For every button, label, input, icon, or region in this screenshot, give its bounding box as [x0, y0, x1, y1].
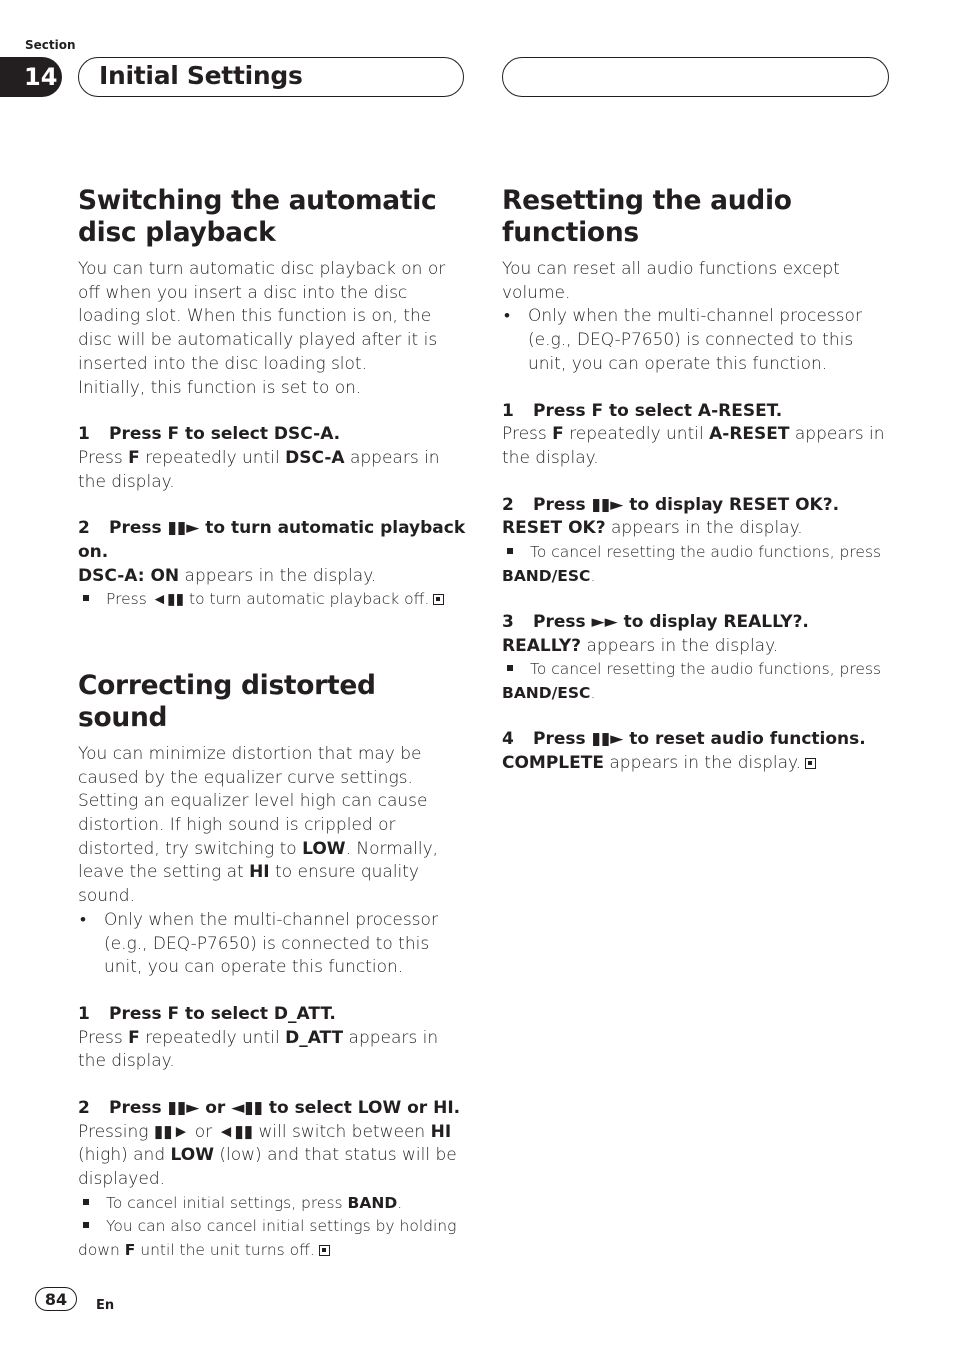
list-item: • Only when the multi-channel processor (e.g., DEQ-P7650) is connected to this unit, you can operate this function.: [504, 306, 862, 374]
step-heading: 3 Press ►► to display REALLY?.: [502, 612, 809, 633]
heading-distorted-sound: Correcting distorted sound: [78, 669, 376, 733]
header-empty-box: [502, 57, 889, 97]
page-number: 84: [35, 1287, 77, 1311]
paragraph: You can turn automatic disc playback on or off when you insert a disc into the disc loading slot. When this function is on, the disc will be automatically played after it is inserted into the disc loading slot.: [78, 259, 446, 374]
step-body: Press F repeatedly until A-RESET appears in the display.: [502, 424, 885, 468]
end-mark-icon: [319, 1245, 330, 1256]
list-item: • Only when the multi-channel processor (e.g., DEQ-P7650) is connected to this unit, you can operate this function.: [80, 909, 438, 978]
note-bullet-icon: [83, 595, 89, 601]
section-label: Section: [25, 38, 76, 52]
note-bullet-icon: [507, 548, 513, 554]
note-bullet-icon: [83, 1222, 89, 1228]
language-label: En: [96, 1298, 115, 1313]
step-body: COMPLETE appears in the display.: [502, 752, 890, 776]
paragraph: You can minimize distortion that may be caused by the equalizer curve settings. Setting an equalizer level high can cause distortion. If high sound is crippled or distorted, try switching to LOW. Normally, leave the setting at HI to ensure quality sound.: [78, 743, 439, 907]
step-body: REALLY? appears in the display.: [502, 635, 779, 656]
heading-reset-audio: Resetting the audio functions: [502, 185, 792, 248]
end-mark-icon: [805, 758, 816, 769]
step-heading: 2 Press ▮▮► or ◄▮▮ to select LOW or HI.: [78, 1098, 461, 1119]
step-body: RESET OK? appears in the display.: [502, 518, 803, 539]
paragraph: You can reset all audio functions except volume.: [502, 259, 840, 303]
heading-auto-disc: Switching the automatic disc playback: [78, 185, 437, 248]
paragraph: Initially, this function is set to on.: [78, 377, 362, 398]
end-mark-icon: [433, 594, 444, 605]
step-heading: 1 Press F to select A-RESET.: [502, 400, 783, 421]
header-title-box: [78, 57, 464, 97]
left-column: [78, 185, 466, 1262]
note: You can also cancel initial settings by holding down F until the unit turns off.: [78, 1217, 457, 1259]
right-column: [502, 185, 890, 776]
note: Press ◄▮▮ to turn automatic playback off.: [78, 588, 466, 612]
note-bullet-icon: [507, 665, 513, 671]
step-heading: 4 Press ▮▮► to reset audio functions.: [502, 729, 866, 750]
note: To cancel resetting the audio functions, press BAND/ESC.: [502, 543, 882, 585]
step-heading: 2 Press ▮▮► to turn automatic playback on.: [78, 518, 466, 563]
step-body: DSC-A: ON appears in the display.: [78, 565, 377, 586]
step-body: Press F repeatedly until D_ATT appears in the display.: [78, 1027, 439, 1072]
step-heading: 1 Press F to select DSC-A.: [78, 424, 341, 445]
note: To cancel resetting the audio functions, press BAND/ESC.: [502, 660, 882, 702]
note-bullet-icon: [83, 1199, 89, 1205]
section-number-tab: 14: [0, 57, 62, 97]
step-heading: 2 Press ▮▮► to display RESET OK?.: [502, 494, 840, 515]
page-title: Initial Settings: [99, 61, 303, 90]
step-heading: 1 Press F to select D_ATT.: [78, 1003, 336, 1024]
note: To cancel initial settings, press BAND.: [78, 1192, 466, 1216]
step-body: Pressing ▮▮► or ◄▮▮ will switch between HI (high) and LOW (low) and that status will be displayed.: [78, 1121, 457, 1190]
step-body: Press F repeatedly until DSC-A appears in the display.: [78, 447, 440, 492]
